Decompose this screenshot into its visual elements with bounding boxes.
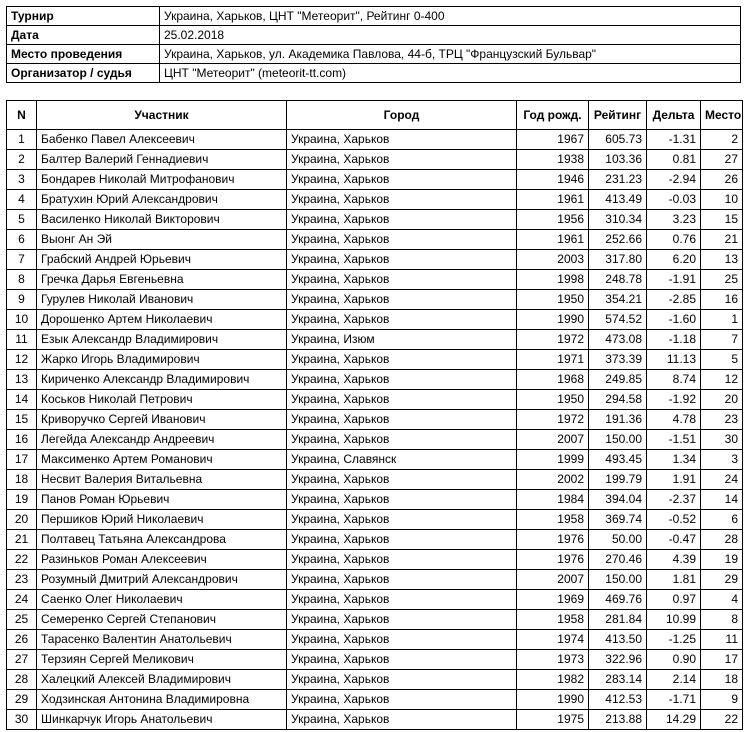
cell-participant: Максименко Артем Романович bbox=[37, 450, 287, 470]
cell-number: 20 bbox=[7, 510, 37, 530]
cell-birth-year: 1971 bbox=[517, 350, 589, 370]
cell-rating: 493.45 bbox=[589, 450, 647, 470]
cell-city: Украина, Изюм bbox=[287, 330, 517, 350]
cell-city: Украина, Харьков bbox=[287, 470, 517, 490]
cell-place: 4 bbox=[701, 590, 743, 610]
cell-city: Украина, Харьков bbox=[287, 410, 517, 430]
cell-birth-year: 1938 bbox=[517, 150, 589, 170]
table-row bbox=[7, 250, 743, 270]
cell-birth-year: 1969 bbox=[517, 590, 589, 610]
table-row bbox=[7, 170, 743, 190]
cell-place: 11 bbox=[701, 630, 743, 650]
cell-number: 10 bbox=[7, 310, 37, 330]
cell-birth-year: 2003 bbox=[517, 250, 589, 270]
cell-rating: 150.00 bbox=[589, 430, 647, 450]
info-row bbox=[7, 64, 741, 83]
cell-place: 17 bbox=[701, 650, 743, 670]
table-row bbox=[7, 130, 743, 150]
cell-participant: Панов Роман Юрьевич bbox=[37, 490, 287, 510]
cell-city: Украина, Харьков bbox=[287, 670, 517, 690]
table-row bbox=[7, 190, 743, 210]
cell-number: 24 bbox=[7, 590, 37, 610]
cell-birth-year: 1999 bbox=[517, 450, 589, 470]
cell-number: 8 bbox=[7, 270, 37, 290]
cell-place: 5 bbox=[701, 350, 743, 370]
cell-participant: Братухин Юрий Александрович bbox=[37, 190, 287, 210]
cell-birth-year: 1972 bbox=[517, 330, 589, 350]
cell-birth-year: 1990 bbox=[517, 310, 589, 330]
cell-delta: 4.39 bbox=[647, 550, 701, 570]
cell-rating: 473.08 bbox=[589, 330, 647, 350]
cell-participant: Семеренко Сергей Степанович bbox=[37, 610, 287, 630]
cell-rating: 50.00 bbox=[589, 530, 647, 550]
cell-participant: Криворучко Сергей Иванович bbox=[37, 410, 287, 430]
results-table bbox=[6, 100, 743, 730]
cell-delta: -0.03 bbox=[647, 190, 701, 210]
cell-birth-year: 1958 bbox=[517, 610, 589, 630]
cell-birth-year: 1950 bbox=[517, 390, 589, 410]
cell-birth-year: 2002 bbox=[517, 470, 589, 490]
cell-rating: 373.39 bbox=[589, 350, 647, 370]
cell-participant: Коськов Николай Петрович bbox=[37, 390, 287, 410]
cell-delta: -2.85 bbox=[647, 290, 701, 310]
cell-rating: 322.96 bbox=[589, 650, 647, 670]
info-value: 25.02.2018 bbox=[160, 26, 741, 45]
info-value: Украина, Харьков, ул. Академика Павлова, 44-б, ТРЦ "Французский Бульвар" bbox=[160, 45, 741, 64]
cell-place: 1 bbox=[701, 310, 743, 330]
cell-birth-year: 1950 bbox=[517, 290, 589, 310]
cell-rating: 413.49 bbox=[589, 190, 647, 210]
cell-birth-year: 1975 bbox=[517, 710, 589, 730]
cell-number: 4 bbox=[7, 190, 37, 210]
cell-number: 3 bbox=[7, 170, 37, 190]
cell-city: Украина, Харьков bbox=[287, 370, 517, 390]
cell-place: 29 bbox=[701, 570, 743, 590]
table-row bbox=[7, 390, 743, 410]
table-row bbox=[7, 450, 743, 470]
cell-rating: 294.58 bbox=[589, 390, 647, 410]
cell-rating: 281.84 bbox=[589, 610, 647, 630]
table-row bbox=[7, 270, 743, 290]
cell-city: Украина, Харьков bbox=[287, 430, 517, 450]
table-row bbox=[7, 710, 743, 730]
cell-number: 19 bbox=[7, 490, 37, 510]
tournament-info-table bbox=[6, 6, 741, 83]
cell-rating: 283.14 bbox=[589, 670, 647, 690]
cell-delta: -2.37 bbox=[647, 490, 701, 510]
cell-rating: 103.36 bbox=[589, 150, 647, 170]
cell-birth-year: 1974 bbox=[517, 630, 589, 650]
cell-participant: Тарасенко Валентин Анатольевич bbox=[37, 630, 287, 650]
cell-number: 29 bbox=[7, 690, 37, 710]
cell-birth-year: 1946 bbox=[517, 170, 589, 190]
table-row bbox=[7, 230, 743, 250]
cell-place: 8 bbox=[701, 610, 743, 630]
cell-number: 5 bbox=[7, 210, 37, 230]
table-row bbox=[7, 350, 743, 370]
cell-place: 19 bbox=[701, 550, 743, 570]
cell-delta: 11.13 bbox=[647, 350, 701, 370]
cell-participant: Езык Александр Владимирович bbox=[37, 330, 287, 350]
cell-city: Украина, Харьков bbox=[287, 610, 517, 630]
cell-rating: 150.00 bbox=[589, 570, 647, 590]
cell-city: Украина, Харьков bbox=[287, 510, 517, 530]
cell-delta: 14.29 bbox=[647, 710, 701, 730]
table-row bbox=[7, 370, 743, 390]
cell-delta: -1.18 bbox=[647, 330, 701, 350]
cell-rating: 317.80 bbox=[589, 250, 647, 270]
cell-city: Украина, Харьков bbox=[287, 150, 517, 170]
cell-number: 23 bbox=[7, 570, 37, 590]
cell-participant: Шинкарчук Игорь Анатольевич bbox=[37, 710, 287, 730]
info-label: Турнир bbox=[7, 7, 160, 26]
cell-city: Украина, Славянск bbox=[287, 450, 517, 470]
cell-city: Украина, Харьков bbox=[287, 690, 517, 710]
cell-number: 7 bbox=[7, 250, 37, 270]
cell-city: Украина, Харьков bbox=[287, 190, 517, 210]
cell-city: Украина, Харьков bbox=[287, 390, 517, 410]
cell-number: 12 bbox=[7, 350, 37, 370]
cell-number: 30 bbox=[7, 710, 37, 730]
col-header-delta: Дельта bbox=[647, 101, 701, 130]
cell-place: 21 bbox=[701, 230, 743, 250]
cell-birth-year: 1956 bbox=[517, 210, 589, 230]
cell-delta: -1.71 bbox=[647, 690, 701, 710]
cell-participant: Разиньков Роман Алексеевич bbox=[37, 550, 287, 570]
cell-delta: -1.51 bbox=[647, 430, 701, 450]
cell-number: 28 bbox=[7, 670, 37, 690]
cell-rating: 574.52 bbox=[589, 310, 647, 330]
cell-delta: 1.81 bbox=[647, 570, 701, 590]
cell-participant: Василенко Николай Викторович bbox=[37, 210, 287, 230]
cell-rating: 354.21 bbox=[589, 290, 647, 310]
cell-rating: 252.66 bbox=[589, 230, 647, 250]
cell-rating: 199.79 bbox=[589, 470, 647, 490]
cell-place: 6 bbox=[701, 510, 743, 530]
cell-place: 2 bbox=[701, 130, 743, 150]
table-row bbox=[7, 550, 743, 570]
cell-delta: -1.25 bbox=[647, 630, 701, 650]
cell-city: Украина, Харьков bbox=[287, 650, 517, 670]
cell-number: 6 bbox=[7, 230, 37, 250]
cell-place: 18 bbox=[701, 670, 743, 690]
cell-participant: Бабенко Павел Алексеевич bbox=[37, 130, 287, 150]
cell-place: 13 bbox=[701, 250, 743, 270]
table-row bbox=[7, 690, 743, 710]
cell-birth-year: 1976 bbox=[517, 550, 589, 570]
cell-rating: 270.46 bbox=[589, 550, 647, 570]
cell-birth-year: 1968 bbox=[517, 370, 589, 390]
cell-participant: Першиков Юрий Николаевич bbox=[37, 510, 287, 530]
cell-city: Украина, Харьков bbox=[287, 230, 517, 250]
table-row bbox=[7, 290, 743, 310]
cell-place: 26 bbox=[701, 170, 743, 190]
table-row bbox=[7, 650, 743, 670]
cell-place: 25 bbox=[701, 270, 743, 290]
cell-delta: 0.76 bbox=[647, 230, 701, 250]
cell-number: 17 bbox=[7, 450, 37, 470]
cell-city: Украина, Харьков bbox=[287, 130, 517, 150]
cell-birth-year: 1961 bbox=[517, 190, 589, 210]
cell-delta: -1.92 bbox=[647, 390, 701, 410]
cell-delta: 4.78 bbox=[647, 410, 701, 430]
cell-delta: -1.60 bbox=[647, 310, 701, 330]
cell-delta: 1.91 bbox=[647, 470, 701, 490]
info-label: Организатор / судья bbox=[7, 64, 160, 83]
cell-city: Украина, Харьков bbox=[287, 170, 517, 190]
cell-city: Украина, Харьков bbox=[287, 250, 517, 270]
cell-place: 23 bbox=[701, 410, 743, 430]
cell-city: Украина, Харьков bbox=[287, 590, 517, 610]
cell-number: 16 bbox=[7, 430, 37, 450]
cell-participant: Саенко Олег Николаевич bbox=[37, 590, 287, 610]
cell-city: Украина, Харьков bbox=[287, 550, 517, 570]
cell-number: 2 bbox=[7, 150, 37, 170]
table-row bbox=[7, 410, 743, 430]
cell-city: Украина, Харьков bbox=[287, 630, 517, 650]
cell-participant: Ходзинская Антонина Владимировна bbox=[37, 690, 287, 710]
cell-number: 18 bbox=[7, 470, 37, 490]
table-row bbox=[7, 210, 743, 230]
cell-participant: Гурулев Николай Иванович bbox=[37, 290, 287, 310]
col-header-place: Место bbox=[701, 101, 743, 130]
cell-place: 24 bbox=[701, 470, 743, 490]
cell-city: Украина, Харьков bbox=[287, 570, 517, 590]
cell-birth-year: 1982 bbox=[517, 670, 589, 690]
col-header-participant: Участник bbox=[37, 101, 287, 130]
table-row bbox=[7, 590, 743, 610]
cell-delta: 3.23 bbox=[647, 210, 701, 230]
table-row bbox=[7, 530, 743, 550]
cell-number: 27 bbox=[7, 650, 37, 670]
cell-city: Украина, Харьков bbox=[287, 530, 517, 550]
info-value: ЦНТ "Метеорит" (meteorit-tt.com) bbox=[160, 64, 741, 83]
table-row bbox=[7, 470, 743, 490]
cell-place: 15 bbox=[701, 210, 743, 230]
cell-rating: 412.53 bbox=[589, 690, 647, 710]
cell-city: Украина, Харьков bbox=[287, 290, 517, 310]
table-row bbox=[7, 670, 743, 690]
cell-rating: 191.36 bbox=[589, 410, 647, 430]
table-row bbox=[7, 330, 743, 350]
cell-birth-year: 1961 bbox=[517, 230, 589, 250]
cell-rating: 394.04 bbox=[589, 490, 647, 510]
table-row bbox=[7, 630, 743, 650]
cell-number: 25 bbox=[7, 610, 37, 630]
cell-participant: Кириченко Александр Владимирович bbox=[37, 370, 287, 390]
cell-delta: 1.34 bbox=[647, 450, 701, 470]
header-row bbox=[7, 101, 743, 130]
cell-rating: 469.76 bbox=[589, 590, 647, 610]
cell-delta: 10.99 bbox=[647, 610, 701, 630]
cell-number: 21 bbox=[7, 530, 37, 550]
table-row bbox=[7, 430, 743, 450]
cell-number: 14 bbox=[7, 390, 37, 410]
info-value: Украина, Харьков, ЦНТ "Метеорит", Рейтинг 0-400 bbox=[160, 7, 741, 26]
cell-birth-year: 1958 bbox=[517, 510, 589, 530]
cell-place: 10 bbox=[701, 190, 743, 210]
cell-delta: 0.97 bbox=[647, 590, 701, 610]
cell-place: 30 bbox=[701, 430, 743, 450]
cell-participant: Дорошенко Артем Николаевич bbox=[37, 310, 287, 330]
cell-delta: -1.91 bbox=[647, 270, 701, 290]
cell-number: 9 bbox=[7, 290, 37, 310]
cell-place: 3 bbox=[701, 450, 743, 470]
cell-place: 27 bbox=[701, 150, 743, 170]
cell-birth-year: 2007 bbox=[517, 570, 589, 590]
cell-delta: 8.74 bbox=[647, 370, 701, 390]
cell-place: 28 bbox=[701, 530, 743, 550]
cell-participant: Балтер Валерий Геннадиевич bbox=[37, 150, 287, 170]
col-header-year: Год рожд. bbox=[517, 101, 589, 130]
table-row bbox=[7, 310, 743, 330]
cell-rating: 213.88 bbox=[589, 710, 647, 730]
cell-city: Украина, Харьков bbox=[287, 490, 517, 510]
table-row bbox=[7, 510, 743, 530]
cell-place: 9 bbox=[701, 690, 743, 710]
cell-participant: Выонг Ан Эй bbox=[37, 230, 287, 250]
cell-number: 1 bbox=[7, 130, 37, 150]
cell-delta: -2.94 bbox=[647, 170, 701, 190]
tournament-info-body bbox=[7, 7, 741, 83]
cell-delta: -0.52 bbox=[647, 510, 701, 530]
cell-number: 22 bbox=[7, 550, 37, 570]
cell-rating: 248.78 bbox=[589, 270, 647, 290]
cell-place: 12 bbox=[701, 370, 743, 390]
cell-delta: -1.31 bbox=[647, 130, 701, 150]
cell-city: Украина, Харьков bbox=[287, 210, 517, 230]
cell-delta: 0.81 bbox=[647, 150, 701, 170]
cell-birth-year: 1990 bbox=[517, 690, 589, 710]
cell-city: Украина, Харьков bbox=[287, 310, 517, 330]
cell-rating: 310.34 bbox=[589, 210, 647, 230]
cell-rating: 231.23 bbox=[589, 170, 647, 190]
cell-rating: 369.74 bbox=[589, 510, 647, 530]
cell-place: 16 bbox=[701, 290, 743, 310]
cell-place: 7 bbox=[701, 330, 743, 350]
cell-birth-year: 1973 bbox=[517, 650, 589, 670]
cell-participant: Бондарев Николай Митрофанович bbox=[37, 170, 287, 190]
cell-city: Украина, Харьков bbox=[287, 270, 517, 290]
cell-number: 15 bbox=[7, 410, 37, 430]
cell-delta: 0.90 bbox=[647, 650, 701, 670]
cell-participant: Терзиян Сергей Меликович bbox=[37, 650, 287, 670]
cell-participant: Жарко Игорь Владимирович bbox=[37, 350, 287, 370]
results-header bbox=[7, 101, 743, 130]
cell-participant: Грабский Андрей Юрьевич bbox=[37, 250, 287, 270]
cell-number: 13 bbox=[7, 370, 37, 390]
cell-delta: 2.14 bbox=[647, 670, 701, 690]
col-header-city: Город bbox=[287, 101, 517, 130]
cell-participant: Легейда Александр Андреевич bbox=[37, 430, 287, 450]
cell-participant: Полтавец Татьяна Александрова bbox=[37, 530, 287, 550]
cell-number: 11 bbox=[7, 330, 37, 350]
cell-city: Украина, Харьков bbox=[287, 710, 517, 730]
cell-city: Украина, Харьков bbox=[287, 350, 517, 370]
cell-delta: -0.47 bbox=[647, 530, 701, 550]
cell-participant: Халецкий Алексей Владимирович bbox=[37, 670, 287, 690]
cell-rating: 605.73 bbox=[589, 130, 647, 150]
col-header-n: N bbox=[7, 101, 37, 130]
table-row bbox=[7, 150, 743, 170]
cell-participant: Несвит Валерия Витальевна bbox=[37, 470, 287, 490]
table-row bbox=[7, 610, 743, 630]
table-row bbox=[7, 490, 743, 510]
info-row bbox=[7, 45, 741, 64]
cell-birth-year: 1972 bbox=[517, 410, 589, 430]
cell-place: 22 bbox=[701, 710, 743, 730]
table-row bbox=[7, 570, 743, 590]
cell-delta: 6.20 bbox=[647, 250, 701, 270]
cell-birth-year: 1976 bbox=[517, 530, 589, 550]
info-row bbox=[7, 7, 741, 26]
cell-participant: Розумный Дмитрий Александрович bbox=[37, 570, 287, 590]
cell-number: 26 bbox=[7, 630, 37, 650]
cell-birth-year: 1984 bbox=[517, 490, 589, 510]
cell-place: 14 bbox=[701, 490, 743, 510]
results-body bbox=[7, 130, 743, 730]
cell-participant: Гречка Дарья Евгеньевна bbox=[37, 270, 287, 290]
cell-place: 20 bbox=[701, 390, 743, 410]
cell-birth-year: 1967 bbox=[517, 130, 589, 150]
cell-birth-year: 1998 bbox=[517, 270, 589, 290]
col-header-rating: Рейтинг bbox=[589, 101, 647, 130]
cell-rating: 413.50 bbox=[589, 630, 647, 650]
info-row bbox=[7, 26, 741, 45]
cell-rating: 249.85 bbox=[589, 370, 647, 390]
cell-birth-year: 2007 bbox=[517, 430, 589, 450]
info-label: Дата bbox=[7, 26, 160, 45]
info-label: Место проведения bbox=[7, 45, 160, 64]
